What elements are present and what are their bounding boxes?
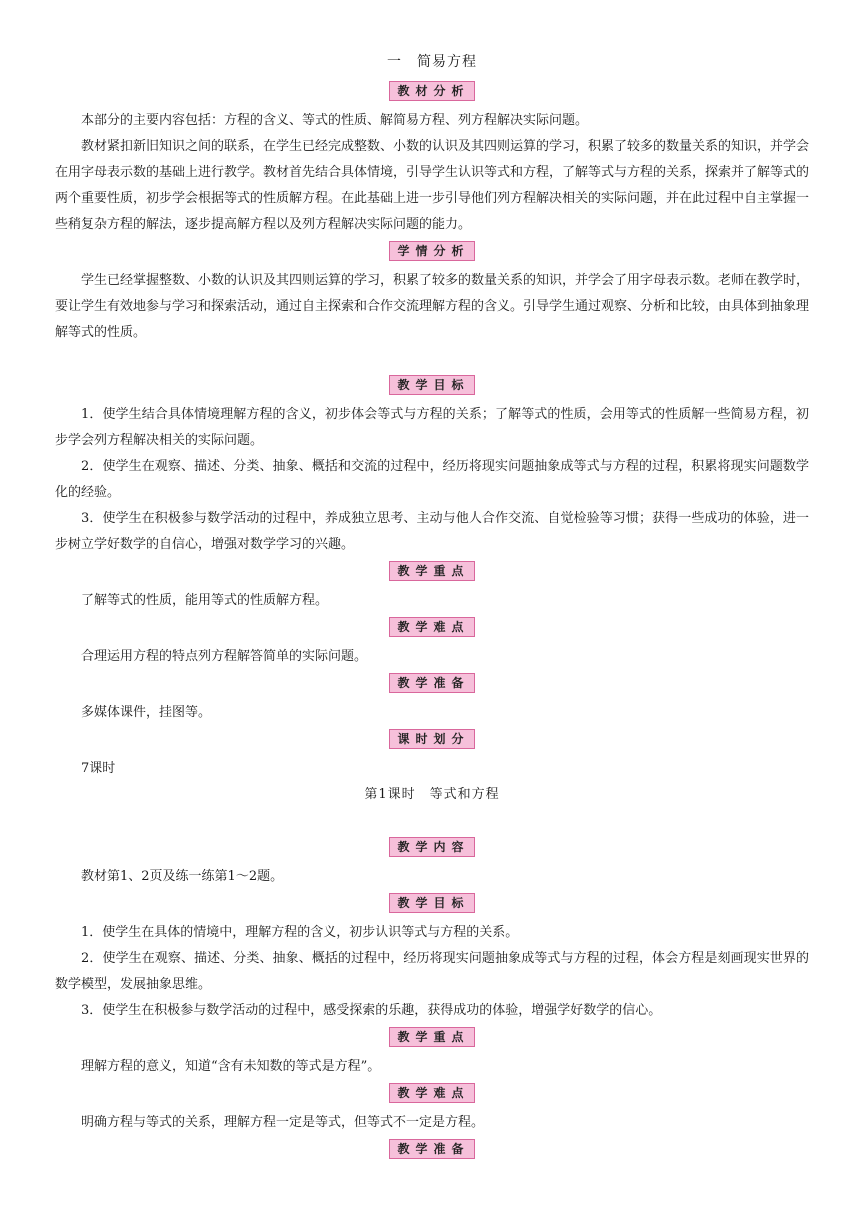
section-badge-objectives: 教学目标 <box>389 375 474 395</box>
section-badge-material-analysis: 教材分析 <box>389 81 474 101</box>
unit-title: 一 简易方程 <box>387 54 477 70</box>
lesson-content-text: 教材第1、2页及练一练第1～2题。 <box>81 869 284 884</box>
lesson-difficult-point-text: 明确方程与等式的关系，理解方程一定是等式，但等式不一定是方程。 <box>81 1115 485 1130</box>
material-analysis-para-2: 教材紧扣新旧知识之间的联系，在学生已经完成整数、小数的认识及其四则运算的学习，积累了较多的数量关系的知识，并学会在用字母表示数的基础上进行教学。教材首先结合具体情境，引导学生认识等式和方程，了解等式与方程的关系，探索并了解等式的两个重要性质，初步学会根据等式的性质解方程。在此基础上进一步引导他们列方程解决相关的实际问题，并在此过程中自主掌握一些稍复杂方程的解法，逐步提高解方程以及列方程解决实际问题的能力。 <box>55 139 810 232</box>
section-badge-lesson-preparation: 教学准备 <box>389 1139 474 1159</box>
section-badge-lesson-difficult-point: 教学难点 <box>389 1083 474 1103</box>
lesson-objective-item-2: 2．使学生在观察、描述、分类、抽象、概括的过程中，经历将现实问题抽象成等式与方程的过程，体会方程是刻画现实世界的数学模型，发展抽象思维。 <box>55 951 809 992</box>
key-point-text: 了解等式的性质，能用等式的性质解方程。 <box>81 593 329 608</box>
lesson-key-point-text: 理解方程的意义，知道“含有未知数的等式是方程”。 <box>81 1059 381 1074</box>
section-badge-preparation: 教学准备 <box>389 673 474 693</box>
lesson-objective-item-3: 3．使学生在积极参与数学活动的过程中，感受探索的乐趣，获得成功的体验，增强学好数学的信心。 <box>81 1003 662 1018</box>
section-badge-difficult-point: 教学难点 <box>389 617 474 637</box>
objective-item-2: 2．使学生在观察、描述、分类、抽象、概括和交流的过程中，经历将现实问题抽象成等式与方程的过程，积累将现实问题数学化的经验。 <box>55 459 809 500</box>
objective-item-1: 1．使学生结合具体情境理解方程的含义，初步体会等式与方程的关系；了解等式的性质，会用等式的性质解一些简易方程，初步学会列方程解决相关的实际问题。 <box>55 407 809 448</box>
preparation-text: 多媒体课件，挂图等。 <box>81 705 212 720</box>
periods-text: 7课时 <box>81 761 116 776</box>
student-analysis-para: 学生已经掌握整数、小数的认识及其四则运算的学习，积累了较多的数量关系的知识，并学会了用字母表示数。老师在教学时，要让学生有效地参与学习和探索活动，通过自主探索和合作交流理解方程的含义。引导学生通过观察、分析和比较，由具体到抽象理解等式的性质。 <box>55 273 810 340</box>
section-badge-lesson-content: 教学内容 <box>389 837 474 857</box>
difficult-point-text: 合理运用方程的特点列方程解答简单的实际问题。 <box>81 649 368 664</box>
section-badge-student-analysis: 学情分析 <box>389 241 474 261</box>
objective-item-3: 3．使学生在积极参与数学活动的过程中，养成独立思考、主动与他人合作交流、自觉检验等习惯；获得一些成功的体验，进一步树立学好数学的自信心，增强对数学学习的兴趣。 <box>55 511 809 552</box>
material-analysis-para-1: 本部分的主要内容包括：方程的含义、等式的性质、解简易方程、列方程解决实际问题。 <box>81 113 589 128</box>
section-badge-periods: 课时划分 <box>389 729 474 749</box>
section-badge-key-point: 教学重点 <box>389 561 474 581</box>
section-badge-lesson-key-point: 教学重点 <box>389 1027 474 1047</box>
document-page <box>55 52 809 1166</box>
lesson-title: 第1课时 等式和方程 <box>364 787 500 802</box>
lesson-objective-item-1: 1．使学生在具体的情境中，理解方程的含义，初步认识等式与方程的关系。 <box>81 925 519 940</box>
section-badge-lesson-objectives: 教学目标 <box>389 893 474 913</box>
